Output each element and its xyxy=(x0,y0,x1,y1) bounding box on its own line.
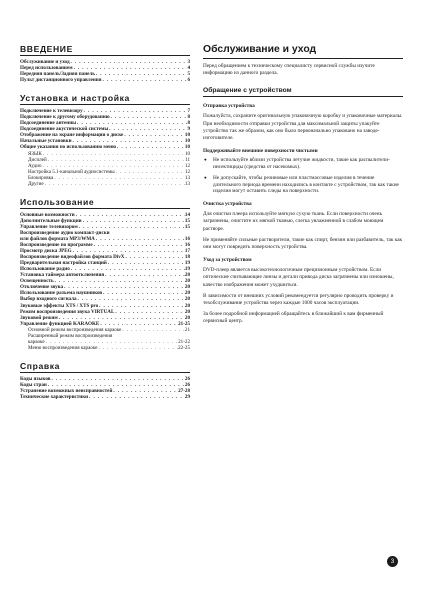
toc-entry-page: 10 xyxy=(184,138,190,145)
toc-entry-page: 27-28 xyxy=(178,387,190,394)
page-title: Обслуживание и уход xyxy=(203,44,403,59)
toc-entry-title: Перед использованием xyxy=(20,65,73,72)
toc-entry-page: 10 xyxy=(184,144,190,151)
toc-entry-title: Отключение звука xyxy=(20,284,64,291)
toc-entry-page: 20 xyxy=(184,278,190,285)
toc-entry-page: 16 xyxy=(184,235,190,242)
toc-entry-title: Просмотр диска JPEG xyxy=(20,248,72,255)
care-paragraph-2: В зависимости от внешних условий рекомендуется регулярно проводить проверку и техобслуживание устройства через каждые 1000 часов эксплуатации. xyxy=(203,292,394,307)
toc-entry-page: 17 xyxy=(184,248,190,255)
toc-entry-title: Воспроизведение по программе xyxy=(20,242,93,249)
toc-entry-title: Обслуживание и уход xyxy=(20,59,70,65)
toc-entry-title: Блокировка xyxy=(28,174,54,181)
toc-entry-title: Основные возможности xyxy=(20,211,75,218)
toc-section xyxy=(20,93,190,187)
toc-entry-page: 3 xyxy=(187,59,190,65)
toc-entry-page: 21-25 xyxy=(178,320,190,327)
toc-entry xyxy=(20,394,190,400)
page-number-badge: 3 xyxy=(387,556,398,567)
toc-entry-page: 8 xyxy=(187,120,190,127)
toc-entry-title: Пульт дистанционного управления xyxy=(20,77,102,84)
toc-entry-page: 20 xyxy=(184,308,190,315)
care-paragraph-1: DVD-плеер является высокотехнологичным прецизионным устройством. Если оптические считывающие линзы и детали привода диска загрязнены или изношены, качество изображения может ухудшиться. xyxy=(203,267,394,288)
toc-entry-page: 15 xyxy=(184,217,190,224)
toc-entry-page: 21 xyxy=(184,326,190,333)
toc-entry-title: караоке xyxy=(28,338,45,345)
toc-entry xyxy=(20,345,190,351)
toc-entry-title: Дополнительные функции xyxy=(20,217,82,224)
toc-entry-title: Предварительная настройка станций xyxy=(20,260,107,267)
toc-entry-page: 7 xyxy=(187,108,190,115)
toc-entry-page: 19 xyxy=(184,266,190,273)
toc-entry-title: Технические характеристики xyxy=(20,394,89,401)
bullet-item: ● Не допускайте, чтобы резиновые или пластмассовые изделия в течение длительного периода времени находились в контакте с устройством, так как такие изделия могут оставить следы на поверхности. xyxy=(203,175,403,195)
toc-entry-title: Аудио xyxy=(28,162,42,169)
section-title-handling: Обращение с устройством xyxy=(203,87,403,97)
toc-heading: Использование xyxy=(20,197,190,209)
toc-entry-page: 9 xyxy=(187,126,190,133)
toc-leader-dots xyxy=(121,327,184,333)
toc-entry-title: Выбор входного сигнала xyxy=(20,296,77,303)
intro-paragraph: Перед обращением к техническому специалисту сервисной службы изучите информацию из данного раздела. xyxy=(203,63,375,77)
subheading-cleaning: Очистка устройства xyxy=(203,201,252,208)
toc-entry-page: 20 xyxy=(184,296,190,303)
toc-section xyxy=(20,361,190,400)
toc-entry-title: Подключение к телевизору xyxy=(20,108,83,115)
toc-entry-title: Передняя панель/Задняя панель xyxy=(20,71,95,78)
toc-entry-title: Начальные установки xyxy=(20,138,72,145)
toc-heading: Установка и настройка xyxy=(20,93,190,105)
toc-section xyxy=(20,197,190,351)
shipping-paragraph: Пожалуйста, сохраните оригинальную упаковочную коробку и упаковочные материалы. При необходимости отправки устройства для максимальной защиты упакуйте устройство так же образом, как оно было первоначально упаковано на заводе-изготовителе. xyxy=(203,113,403,142)
toc-entry-title: Настройка 5.1-канальной аудиосистемы xyxy=(28,168,115,175)
toc-entry-title: Основной режим воспроизведения караоке xyxy=(28,326,122,333)
toc-heading: ВВЕДЕНИЕ xyxy=(20,44,190,56)
toc-leader-dots xyxy=(101,77,187,83)
toc-entry-page: 8 xyxy=(187,114,190,121)
toc-entry-page: 19 xyxy=(184,260,190,267)
toc-entry-title: Коды языков xyxy=(20,375,51,382)
cleaning-paragraph-2: Не применяйте сильные растворители, такие как спирт, бензин или разбавитель, так как они могут повредить поверхность устройства. xyxy=(203,236,403,251)
toc-entry-page: 14 xyxy=(184,211,190,218)
toc-entry-page: 13 xyxy=(184,174,190,181)
subheading-shipping: Отправка устройства xyxy=(203,103,255,110)
table-of-contents xyxy=(20,44,190,410)
toc-entry-title: Установка таймера автоотключения xyxy=(20,272,105,279)
toc-entry-title: Использование радио xyxy=(20,266,70,273)
toc-entry-page: 20 xyxy=(184,314,190,321)
toc-entry-title: ЯЗЫК xyxy=(28,150,42,157)
toc-entry-page: 12 xyxy=(184,162,190,169)
toc-entry-page: 12 xyxy=(184,168,190,175)
toc-entry-page: 21-22 xyxy=(178,338,190,345)
toc-entry-page: 16 xyxy=(184,242,190,249)
toc-entry-title: Режим воспроизведения звука VIRTUAL xyxy=(20,308,115,315)
toc-entry-title: Устранение возможных неисправностей xyxy=(20,387,113,394)
toc-entry-page: 4 xyxy=(187,65,190,72)
toc-entry-page: 20 xyxy=(184,272,190,279)
bullet-item: ● Не используйте вблизи устройства летучие жидкости, такие как распылители-инсектициды (средства от насекомых). xyxy=(203,157,403,171)
toc-entry-title: Подключение к другому оборудованию xyxy=(20,114,110,121)
toc-entry-page: 20 xyxy=(184,302,190,309)
toc-entry-page: 15 xyxy=(184,223,190,230)
toc-entry-title: Меню воспроизведения караоке xyxy=(28,344,98,351)
toc-section xyxy=(20,44,190,83)
toc-entry-title: Звуковые эффекты XTS / XTS pro xyxy=(20,302,99,309)
toc-entry-page: 13 xyxy=(184,180,190,187)
toc-entry-page: 10 xyxy=(184,150,190,157)
toc-entry-page: 11 xyxy=(185,156,190,163)
toc-entry-title: Воспроизведение аудио компакт-диски xyxy=(20,229,110,236)
toc-entry-page: 6 xyxy=(187,77,190,84)
toc-entry-page: 5 xyxy=(187,71,190,78)
toc-entry-title: Расширенный режим воспроизведения xyxy=(28,332,113,339)
toc-entry-title: Другие xyxy=(28,180,44,187)
toc-entry-page: 20 xyxy=(184,284,190,291)
toc-entry-title: Подсоединение акустической системы xyxy=(20,126,109,133)
toc-entry-page: 10 xyxy=(184,132,190,139)
toc-entry-title: или файлов формата MP3/WMA xyxy=(20,235,95,242)
toc-entry-title: Воспроизведение видеофайлов формата DivX xyxy=(20,254,125,261)
toc-entry-title: Управление телевизором xyxy=(20,223,78,230)
toc-entry-page: 18 xyxy=(184,254,190,261)
toc-entry-title: Использование разъема наушников xyxy=(20,290,103,297)
toc-leader-dots xyxy=(98,345,179,351)
toc-entry-title: Отображение на экране информации о диске xyxy=(20,132,124,139)
surfaces-bullet-list xyxy=(203,157,403,195)
care-paragraph-3: За более подробной информацией обращайтесь в ближайший к вам фирменный сервисный центр. xyxy=(203,311,384,325)
toc-leader-dots xyxy=(44,181,185,187)
toc-entry-title: Подсоединение антенны xyxy=(20,120,77,127)
main-column xyxy=(203,44,403,326)
toc-entry xyxy=(20,77,190,83)
toc-entry-title: Звуковой режим xyxy=(20,314,58,321)
toc-entry-title: Дисплей xyxy=(28,156,47,163)
subheading-surfaces: Поддерживайте внешние поверхности чистыми xyxy=(203,148,318,155)
subheading-care: Уход за устройством xyxy=(203,257,252,264)
toc-leader-dots xyxy=(88,394,185,400)
toc-entry-title: Освещенность xyxy=(20,278,54,285)
toc-entry-page: 26 xyxy=(184,375,190,382)
toc-entry-page: 22-25 xyxy=(178,344,190,351)
toc-entry xyxy=(20,181,190,187)
toc-entry-title: Коды стран xyxy=(20,381,47,388)
toc-entry-page: 29 xyxy=(184,394,190,401)
toc-entry-page: 26 xyxy=(184,381,190,388)
toc-entry-title: Общие указания по использованию меню xyxy=(20,144,116,151)
toc-entry-page: 20 xyxy=(184,290,190,297)
cleaning-paragraph-1: Для очистки плеера используйте мягкую сухую ткань. Если поверхности очень загрязнены, очистите их мягкой тканью, слегка увлажненной в слабом моющем растворе. xyxy=(203,211,384,232)
toc-entry-title: Управление функцией KARAOKE xyxy=(20,320,100,327)
toc-heading: Справка xyxy=(20,361,190,373)
